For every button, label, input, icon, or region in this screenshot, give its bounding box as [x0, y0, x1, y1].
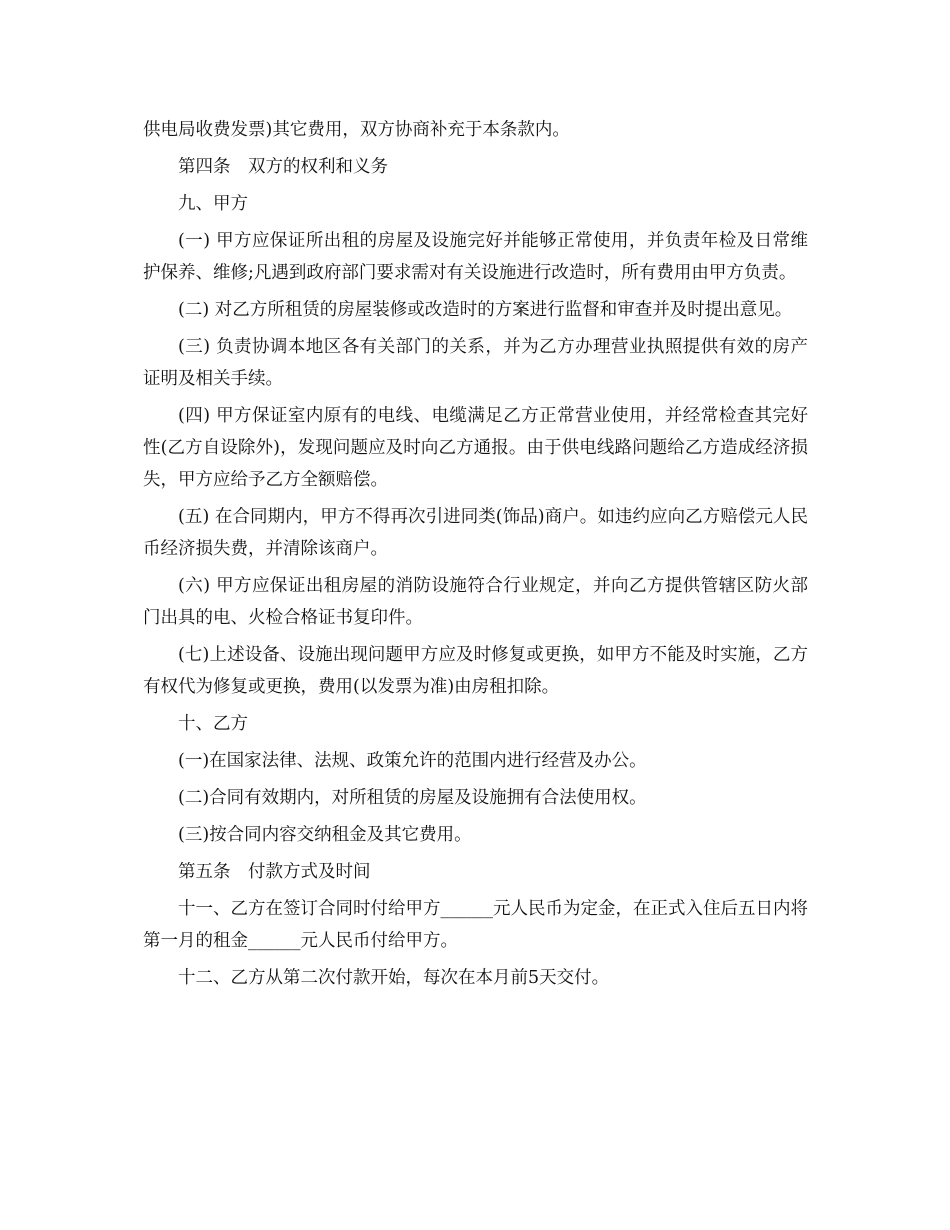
- clause-9-2: (二) 对乙方所租赁的房屋装修或改造时的方案进行监督和审查并及时提出意见。: [178, 300, 793, 320]
- clause-10-3: (三)按合同内容交纳租金及其它费用。: [178, 825, 472, 845]
- section-9-heading: 九、甲方: [178, 194, 248, 214]
- clause-10-2: (二)合同有效期内，对所租赁的房屋及设施拥有合法使用权。: [178, 788, 647, 808]
- section-12: 十二、乙方从第二次付款开始，每次在本月前5天交付。: [178, 968, 610, 988]
- article-5-heading: 第五条 付款方式及时间: [178, 862, 371, 882]
- clause-9-6: (六) 甲方应保证出租房屋的消防设施符合行业规定，并向乙方提供管辖区防火部门出具的电、火检合格证书复印件。: [143, 576, 808, 628]
- clause-9-5: (五) 在合同期内，甲方不得再次引进同类(饰品)商户。如违约应向乙方赔偿元人民币经济损失费，并清除该商户。: [143, 507, 808, 559]
- section-10-heading: 十、乙方: [178, 714, 248, 734]
- paragraph-continuation: 供电局收费发票)其它费用，双方协商补充于本条款内。: [143, 120, 570, 140]
- clause-9-1: (一) 甲方应保证所出租的房屋及设施完好并能够正常使用，并负责年检及日常维护保养、维修;凡遇到政府部门要求需对有关设施进行改造时，所有费用由甲方负责。: [143, 231, 808, 283]
- clause-10-1: (一)在国家法律、法规、政策允许的范围内进行经营及办公。: [178, 751, 647, 771]
- document-body: [143, 114, 808, 999]
- clause-9-4: (四) 甲方保证室内原有的电线、电缆满足乙方正常营业使用，并经常检查其完好性(乙方自设除外)，发现问题应及时向乙方通报。由于供电线路问题给乙方造成经济损失，甲方应给予乙方全额赔偿。: [143, 406, 808, 490]
- clause-9-7: (七)上述设备、设施出现问题甲方应及时修复或更换，如甲方不能及时实施，乙方有权代为修复或更换，费用(以发票为准)由房租扣除。: [143, 645, 808, 697]
- article-4-heading: 第四条 双方的权利和义务: [178, 157, 388, 177]
- clause-9-3: (三) 负责协调本地区各有关部门的关系，并为乙方办理营业执照提供有效的房产证明及相关手续。: [143, 337, 808, 389]
- section-11: 十一、乙方在签订合同时付给甲方______元人民币为定金，在正式入住后五日内将第一月的租金______元人民币付给甲方。: [143, 899, 808, 951]
